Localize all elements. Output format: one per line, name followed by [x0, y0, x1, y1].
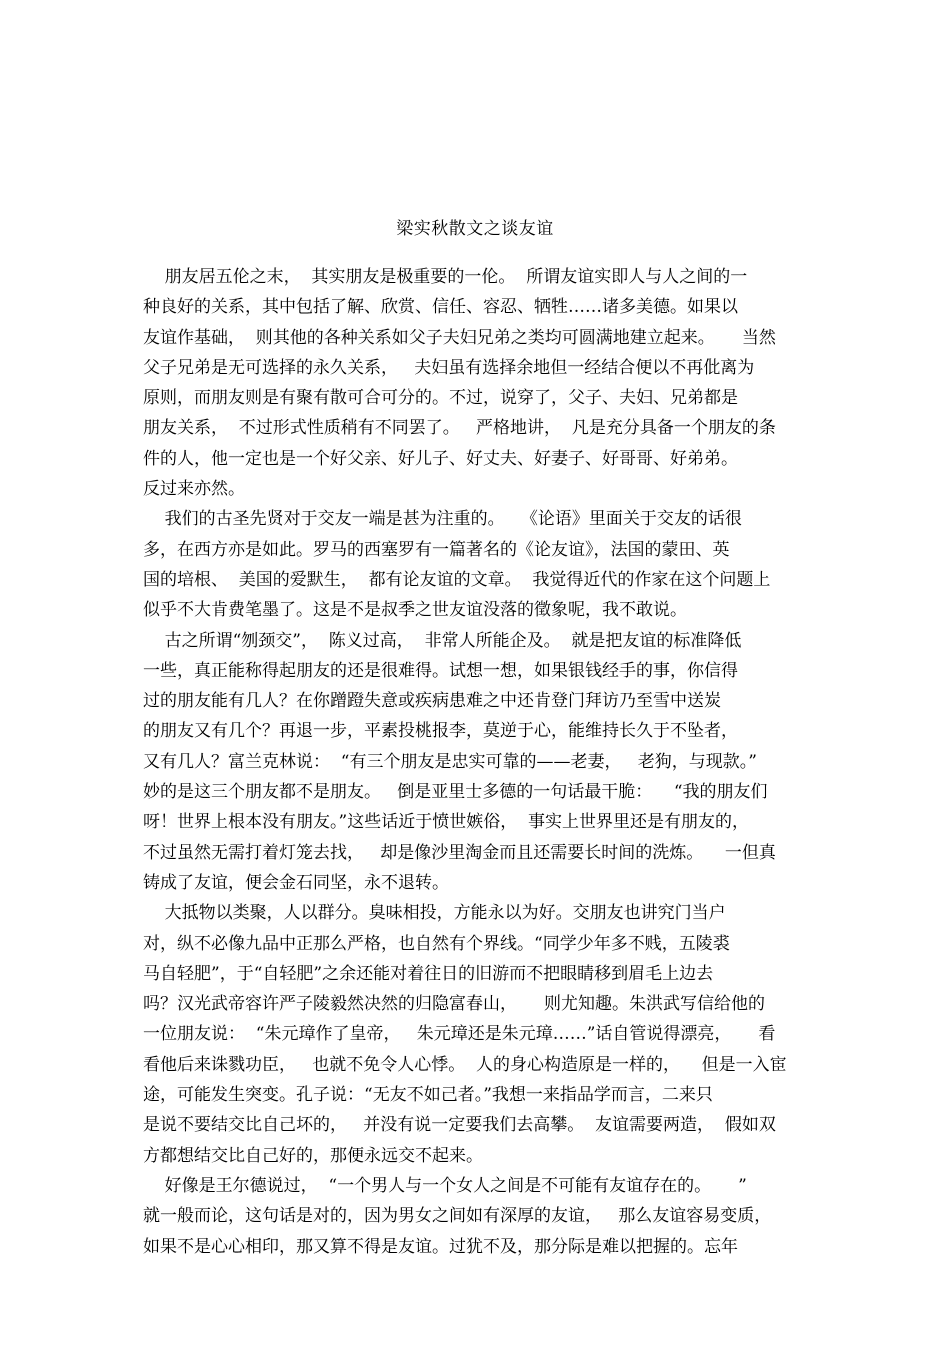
- text-line: 父子兄弟是无可选择的永久关系， 夫妇虽有选择余地但一经结合便以不再仳离为: [143, 357, 755, 378]
- text-line: 原则，而朋友则是有聚有散可合可分的。不过，说穿了，父子、夫妇、兄弟都是: [143, 388, 738, 409]
- text-line: 途，可能发生突变。孔子说：“无友不如己者。”我想一来指品学而言，二来只: [143, 1085, 713, 1106]
- text-line: 不过虽然无需打着灯笼去找， 却是像沙里淘金而且还需要长时间的洗炼。 一但真: [143, 842, 776, 863]
- text-line: 就一般而论，这句话是对的，因为男女之间如有深厚的友谊， 那么友谊容易变质，: [143, 1206, 772, 1227]
- text-line: 似乎不大肯费笔墨了。这是不是叔季之世友谊没落的徵象呢，我不敢说。: [143, 600, 687, 621]
- text-line: 友谊作基础， 则其他的各种关系如父子夫妇兄弟之类均可圆满地建立起来。 当然: [143, 327, 776, 348]
- text-line: 种良好的关系，其中包括了解、欣赏、信任、容忍、牺牲……诸多美德。如果以: [143, 297, 738, 318]
- text-line: 过的朋友能有几人？在你蹭蹬失意或疾病患难之中还肯登门拜访乃至雪中送炭: [143, 691, 721, 712]
- text-line: 呀！世界上根本没有朋友。”这些话近于愤世嫉俗， 事实上世界里还是有朋友的，: [143, 812, 749, 833]
- text-line: 国的培根、 美国的爱默生， 都有论友谊的文章。 我觉得近代的作家在这个问题上: [143, 569, 771, 590]
- text-line: 又有几人？富兰克林说： “有三个朋友是忠实可靠的——老妻， 老狗，与现款。”: [143, 751, 757, 772]
- text-line: 是说不要结交比自己坏的， 并没有说一定要我们去高攀。 友谊需要两造， 假如双: [143, 1115, 776, 1136]
- text-line: 如果不是心心相印，那又算不得是友谊。过犹不及，那分际是难以把握的。忘年: [143, 1236, 738, 1257]
- text-line: 对，纵不必像九品中正那么严格，也自然有个界线。“同学少年多不贱，五陵裘: [143, 933, 730, 954]
- text-line: 一些，真正能称得起朋友的还是很难得。试想一想，如果银钱经手的事，你信得: [143, 660, 738, 681]
- text-line: 铸成了友谊，便会金石同坚，永不退转。: [143, 872, 449, 893]
- text-line: 的朋友又有几个？再退一步，平素投桃报李，莫逆于心，能维持长久于不坠者，: [143, 721, 738, 742]
- text-line: 古之所谓“刎颈交”， 陈义过高， 非常人所能企及。 就是把友谊的标准降低: [143, 630, 742, 651]
- text-line: 好像是王尔德说过， “一个男人与一个女人之间是不可能有友谊存在的。 ”: [143, 1175, 747, 1196]
- document-title: 梁实秋散文之谈友谊: [396, 219, 554, 239]
- text-line: 件的人，他一定也是一个好父亲、好儿子、好丈夫、好妻子、好哥哥、好弟弟。: [143, 448, 738, 469]
- text-line: 一位朋友说： “朱元璋作了皇帝， 朱元璋还是朱元璋……”话自管说得漂亮， 看: [143, 1024, 776, 1045]
- text-line: 反过来亦然。: [143, 479, 245, 500]
- text-line: 吗？汉光武帝容许严子陵毅然决然的归隐富春山， 则尤知趣。朱洪武写信给他的: [143, 994, 766, 1015]
- text-line: 朋友关系， 不过形式性质稍有不同罢了。 严格地讲， 凡是充分具备一个朋友的条: [143, 418, 776, 439]
- document-body: [143, 262, 823, 1262]
- text-line: 大抵物以类聚，人以群分。臭味相投，方能永以为好。交朋友也讲究门当户: [143, 903, 726, 924]
- text-line: 朋友居五伦之末， 其实朋友是极重要的一伦。 所谓友谊实即人与人之间的一: [143, 267, 748, 287]
- text-line: 看他后来诛戮功臣， 也就不免令人心悸。 人的身心构造原是一样的， 但是一入宦: [143, 1054, 787, 1075]
- text-line: 马自轻肥”，于“自轻肥”之余还能对着往日的旧游而不把眼睛移到眉毛上边去: [143, 963, 714, 984]
- text-line: 妙的是这三个朋友都不是朋友。 倒是亚里士多德的一句话最干脆： “我的朋友们: [143, 782, 768, 803]
- text-line: 多，在西方亦是如此。罗马的西塞罗有一篇著名的《论友谊》，法国的蒙田、英: [143, 539, 730, 560]
- text-line: 方都想结交比自己好的，那便永远交不起来。: [143, 1145, 483, 1166]
- text-line: 我们的古圣先贤对于交友一端是甚为注重的。 《论语》里面关于交友的话很: [143, 509, 742, 530]
